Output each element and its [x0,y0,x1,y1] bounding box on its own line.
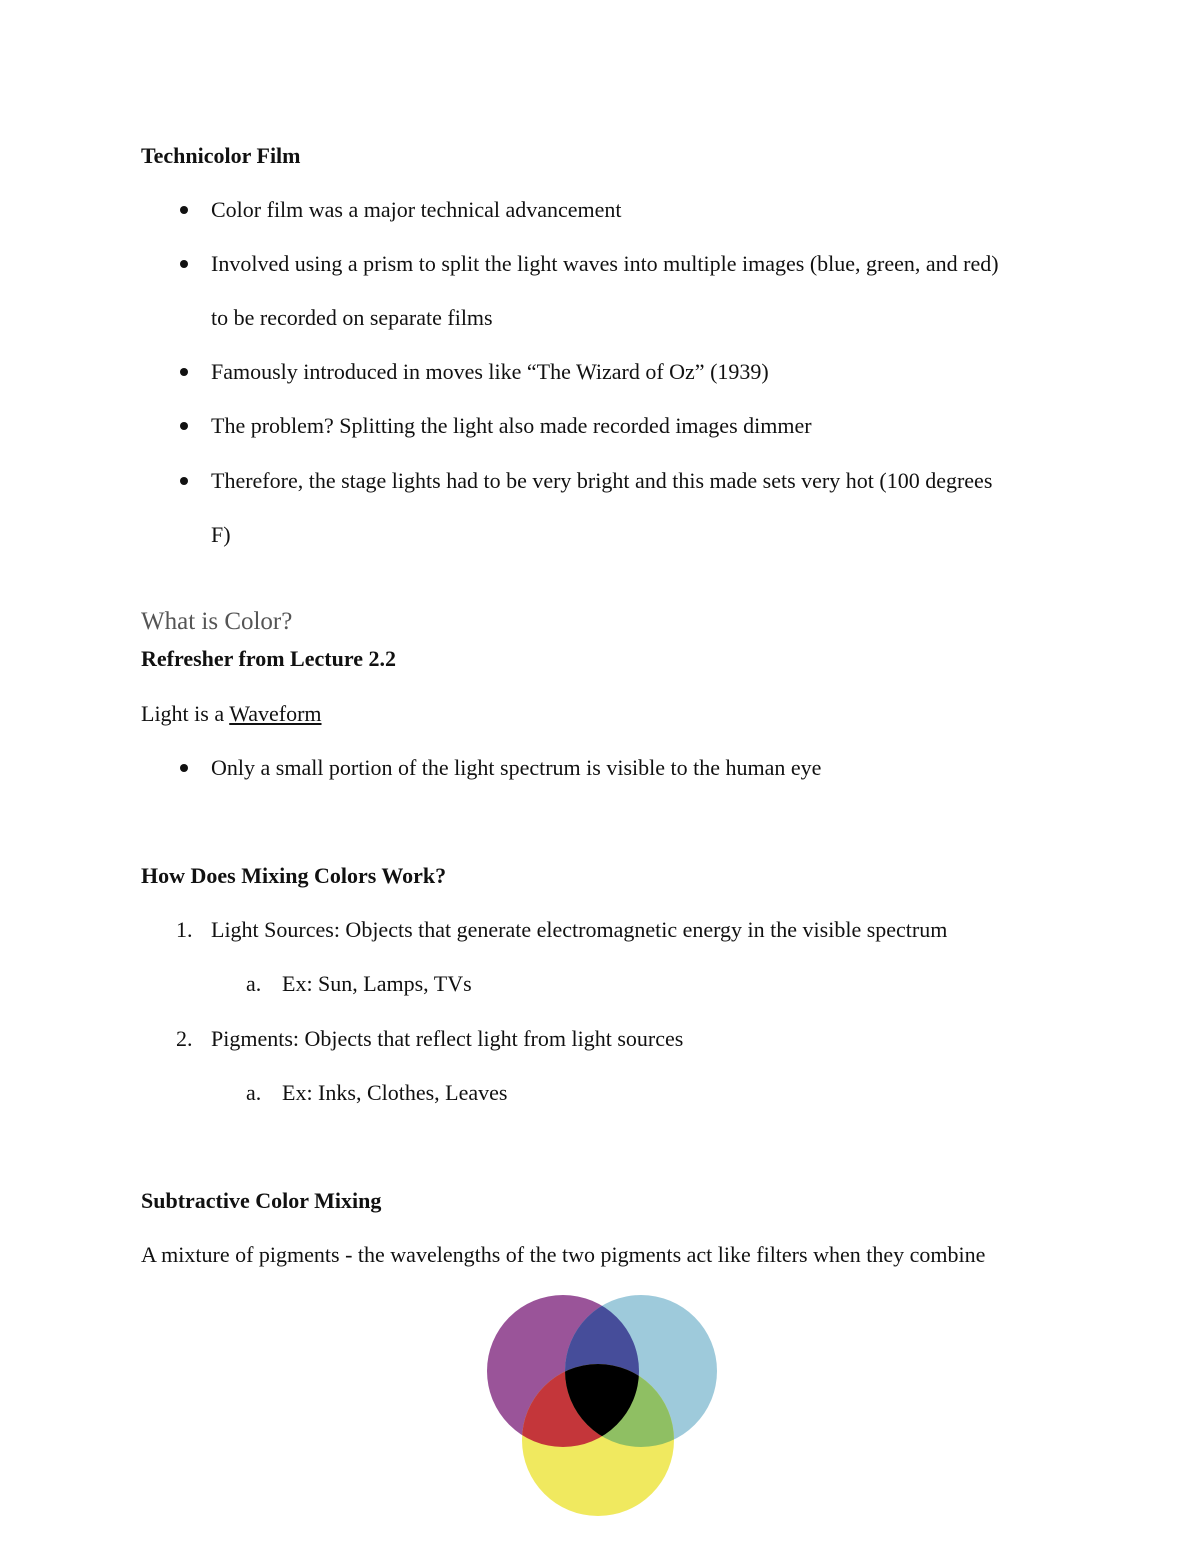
color-subheading: Refresher from Lecture 2.2 [141,646,396,671]
light-prefix-text: Light is a [141,701,230,726]
color-heading: What is Color? [141,608,293,635]
technicolor-bullet-5-cont: F) [211,522,231,547]
bullet-dot [180,206,188,214]
bullet-dot [180,260,188,268]
light-waveform-line [141,701,322,727]
technicolor-heading: Technicolor Film [141,143,301,168]
bullet-dot [180,764,188,772]
technicolor-bullet-2-cont: to be recorded on separate films [211,305,493,330]
bullet-dot [180,477,188,485]
list-number: 1. [176,917,193,942]
mixing-item-2: Pigments: Objects that reflect light from light sources [211,1026,684,1051]
list-letter: a. [246,1080,262,1105]
technicolor-bullet-3: Famously introduced in moves like “The Wizard of Oz” (1939) [211,359,769,384]
mixing-item-1: Light Sources: Objects that generate electromagnetic energy in the visible spectrum [211,917,948,942]
technicolor-bullet-1: Color film was a major technical advancement [211,197,622,222]
subtractive-heading: Subtractive Color Mixing [141,1188,382,1213]
technicolor-bullet-5: Therefore, the stage lights had to be very bright and this made sets very hot (100 degrees [211,468,993,493]
bullet-dot [180,368,188,376]
technicolor-bullet-4: The problem? Splitting the light also made recorded images dimmer [211,413,812,438]
list-number: 2. [176,1026,193,1051]
subtractive-color-venn-diagram [480,1290,725,1520]
mixing-item-1-sub: Ex: Sun, Lamps, TVs [282,971,472,996]
color-bullet-1: Only a small portion of the light spectrum is visible to the human eye [211,755,822,780]
subtractive-description: A mixture of pigments - the wavelengths of the two pigments act like filters when they combine [141,1242,986,1267]
waveform-link[interactable]: Waveform [229,701,322,726]
bullet-dot [180,422,188,430]
technicolor-bullet-2: Involved using a prism to split the light waves into multiple images (blue, green, and red) [211,251,999,276]
list-letter: a. [246,971,262,996]
mixing-item-2-sub: Ex: Inks, Clothes, Leaves [282,1080,508,1105]
mixing-heading: How Does Mixing Colors Work? [141,863,447,888]
